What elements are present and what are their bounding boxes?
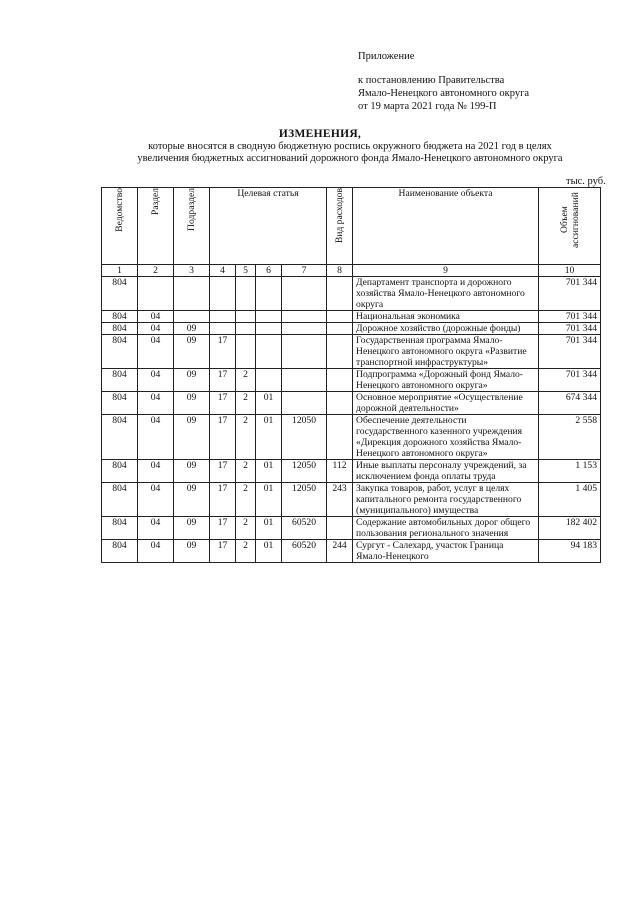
cell-event bbox=[256, 335, 282, 369]
header-volume: Объем ассигнований bbox=[539, 188, 601, 265]
cell-direction bbox=[282, 323, 327, 335]
table-row bbox=[102, 311, 601, 323]
column-number: 8 bbox=[327, 265, 353, 277]
cell-podrazdel: 09 bbox=[174, 460, 210, 483]
cell-program bbox=[210, 323, 236, 335]
cell-object-name: Дорожное хозяйство (дорожные фонды) bbox=[353, 323, 539, 335]
cell-event: 01 bbox=[256, 483, 282, 517]
units-label: тыс. руб. bbox=[566, 176, 606, 187]
cell-volume: 701 344 bbox=[539, 335, 601, 369]
cell-direction bbox=[282, 311, 327, 323]
cell-vedomstvo: 804 bbox=[102, 415, 138, 460]
appendix-title: Приложение bbox=[358, 51, 415, 62]
cell-vid-raskhodov bbox=[327, 392, 353, 415]
cell-vedomstvo: 804 bbox=[102, 517, 138, 540]
cell-subprogram: 2 bbox=[236, 540, 256, 563]
cell-volume: 182 402 bbox=[539, 517, 601, 540]
cell-program: 17 bbox=[210, 369, 236, 392]
cell-podrazdel: 09 bbox=[174, 335, 210, 369]
cell-event bbox=[256, 323, 282, 335]
cell-vid-raskhodov bbox=[327, 335, 353, 369]
cell-podrazdel: 09 bbox=[174, 540, 210, 563]
cell-vid-raskhodov: 112 bbox=[327, 460, 353, 483]
column-number: 6 bbox=[256, 265, 282, 277]
cell-volume: 2 558 bbox=[539, 415, 601, 460]
cell-volume: 94 183 bbox=[539, 540, 601, 563]
cell-vedomstvo: 804 bbox=[102, 311, 138, 323]
cell-volume: 701 344 bbox=[539, 311, 601, 323]
cell-subprogram: 2 bbox=[236, 517, 256, 540]
cell-program bbox=[210, 277, 236, 311]
table-row bbox=[102, 483, 601, 517]
cell-program: 17 bbox=[210, 540, 236, 563]
table-body bbox=[102, 265, 601, 563]
cell-event: 01 bbox=[256, 460, 282, 483]
cell-program: 17 bbox=[210, 415, 236, 460]
table-row bbox=[102, 517, 601, 540]
cell-podrazdel: 09 bbox=[174, 369, 210, 392]
cell-vid-raskhodov: 243 bbox=[327, 483, 353, 517]
cell-volume: 674 344 bbox=[539, 392, 601, 415]
cell-volume: 701 344 bbox=[539, 369, 601, 392]
cell-razdel: 04 bbox=[138, 311, 174, 323]
cell-direction bbox=[282, 369, 327, 392]
cell-razdel: 04 bbox=[138, 335, 174, 369]
cell-vid-raskhodov bbox=[327, 415, 353, 460]
column-number: 7 bbox=[282, 265, 327, 277]
document-title: ИЗМЕНЕНИЯ, bbox=[278, 128, 362, 140]
cell-razdel: 04 bbox=[138, 517, 174, 540]
cell-object-name: Обеспечение деятельности государственного казенного учреждения «Дирекция дорожного хозяйства Ямало-Ненецкого автономного округа» bbox=[353, 415, 539, 460]
cell-vedomstvo: 804 bbox=[102, 323, 138, 335]
column-number: 3 bbox=[174, 265, 210, 277]
cell-direction: 60520 bbox=[282, 540, 327, 563]
cell-direction: 12050 bbox=[282, 415, 327, 460]
cell-object-name: Основное мероприятие «Осуществление дорожной деятельности» bbox=[353, 392, 539, 415]
cell-direction bbox=[282, 392, 327, 415]
budget-table bbox=[101, 187, 601, 563]
cell-vedomstvo: 804 bbox=[102, 335, 138, 369]
cell-object-name: Департамент транспорта и дорожного хозяйства Ямало-Ненецкого автономного округа bbox=[353, 277, 539, 311]
cell-direction: 60520 bbox=[282, 517, 327, 540]
cell-subprogram bbox=[236, 311, 256, 323]
cell-vid-raskhodov: 244 bbox=[327, 540, 353, 563]
header-razdel: Раздел bbox=[138, 188, 174, 265]
cell-event bbox=[256, 369, 282, 392]
cell-object-name: Государственная программа Ямало-Ненецкого автономного округа «Развитие транспортной инфраструктуры» bbox=[353, 335, 539, 369]
cell-subprogram bbox=[236, 335, 256, 369]
appendix-line: от 19 марта 2021 года № 199-П bbox=[358, 101, 497, 112]
cell-event bbox=[256, 277, 282, 311]
cell-podrazdel: 09 bbox=[174, 517, 210, 540]
table-row bbox=[102, 460, 601, 483]
cell-program: 17 bbox=[210, 460, 236, 483]
cell-subprogram: 2 bbox=[236, 415, 256, 460]
document-subtitle bbox=[60, 141, 640, 165]
cell-vedomstvo: 804 bbox=[102, 277, 138, 311]
cell-direction: 12050 bbox=[282, 483, 327, 517]
column-number: 1 bbox=[102, 265, 138, 277]
cell-volume: 1 405 bbox=[539, 483, 601, 517]
cell-razdel: 04 bbox=[138, 540, 174, 563]
cell-object-name: Содержание автомобильных дорог общего пользования регионального значения bbox=[353, 517, 539, 540]
cell-vid-raskhodov bbox=[327, 517, 353, 540]
header-vid-raskhodov: Вид расходов bbox=[327, 188, 353, 265]
cell-volume: 701 344 bbox=[539, 277, 601, 311]
table-row bbox=[102, 277, 601, 311]
cell-program: 17 bbox=[210, 517, 236, 540]
cell-podrazdel: 09 bbox=[174, 483, 210, 517]
cell-volume: 701 344 bbox=[539, 323, 601, 335]
column-number: 5 bbox=[236, 265, 256, 277]
cell-object-name: Закупка товаров, работ, услуг в целях капитального ремонта государственного (муниципального) имущества bbox=[353, 483, 539, 517]
table-row bbox=[102, 369, 601, 392]
column-number: 9 bbox=[353, 265, 539, 277]
cell-vedomstvo: 804 bbox=[102, 460, 138, 483]
cell-vid-raskhodov bbox=[327, 311, 353, 323]
cell-object-name: Национальная экономика bbox=[353, 311, 539, 323]
cell-podrazdel bbox=[174, 277, 210, 311]
cell-razdel bbox=[138, 277, 174, 311]
table-row bbox=[102, 323, 601, 335]
cell-subprogram bbox=[236, 323, 256, 335]
cell-program bbox=[210, 311, 236, 323]
appendix-block bbox=[358, 50, 529, 113]
cell-program: 17 bbox=[210, 483, 236, 517]
cell-program: 17 bbox=[210, 335, 236, 369]
cell-direction: 12050 bbox=[282, 460, 327, 483]
cell-vedomstvo: 804 bbox=[102, 483, 138, 517]
cell-razdel: 04 bbox=[138, 323, 174, 335]
cell-event: 01 bbox=[256, 392, 282, 415]
cell-vid-raskhodov bbox=[327, 277, 353, 311]
cell-vid-raskhodov bbox=[327, 323, 353, 335]
cell-subprogram bbox=[236, 277, 256, 311]
table-row bbox=[102, 392, 601, 415]
cell-event: 01 bbox=[256, 415, 282, 460]
cell-subprogram: 2 bbox=[236, 460, 256, 483]
cell-event: 01 bbox=[256, 540, 282, 563]
header-podrazdel: Подраздел bbox=[174, 188, 210, 265]
header-row bbox=[102, 188, 601, 265]
subtitle-line: которые вносятся в сводную бюджетную роспись окружного бюджета на 2021 год в целях bbox=[148, 141, 552, 152]
cell-podrazdel bbox=[174, 311, 210, 323]
cell-event: 01 bbox=[256, 517, 282, 540]
cell-vedomstvo: 804 bbox=[102, 540, 138, 563]
cell-vedomstvo: 804 bbox=[102, 392, 138, 415]
cell-razdel: 04 bbox=[138, 415, 174, 460]
cell-direction bbox=[282, 277, 327, 311]
cell-program: 17 bbox=[210, 392, 236, 415]
cell-direction bbox=[282, 335, 327, 369]
cell-event bbox=[256, 311, 282, 323]
cell-podrazdel: 09 bbox=[174, 392, 210, 415]
column-number: 4 bbox=[210, 265, 236, 277]
cell-razdel: 04 bbox=[138, 483, 174, 517]
cell-object-name: Иные выплаты персоналу учреждений, за исключением фонда оплаты труда bbox=[353, 460, 539, 483]
cell-object-name: Сургут - Салехард, участок Граница Ямало-Ненецкого bbox=[353, 540, 539, 563]
header-vedomstvo: Ведомство bbox=[102, 188, 138, 265]
cell-razdel: 04 bbox=[138, 460, 174, 483]
cell-razdel: 04 bbox=[138, 392, 174, 415]
column-number: 2 bbox=[138, 265, 174, 277]
cell-subprogram: 2 bbox=[236, 392, 256, 415]
header-object-name: Наименование объекта bbox=[353, 188, 539, 265]
appendix-line: Ямало-Ненецкого автономного округа bbox=[358, 88, 530, 99]
cell-subprogram: 2 bbox=[236, 369, 256, 392]
header-target-article: Целевая статья bbox=[210, 188, 327, 265]
table-row bbox=[102, 540, 601, 563]
column-number: 10 bbox=[539, 265, 601, 277]
cell-vid-raskhodov bbox=[327, 369, 353, 392]
appendix-line: к постановлению Правительства bbox=[358, 75, 505, 86]
cell-podrazdel: 09 bbox=[174, 323, 210, 335]
cell-subprogram: 2 bbox=[236, 483, 256, 517]
table-row bbox=[102, 335, 601, 369]
cell-volume: 1 153 bbox=[539, 460, 601, 483]
cell-podrazdel: 09 bbox=[174, 415, 210, 460]
cell-object-name: Подпрограмма «Дорожный фонд Ямало-Ненецкого автономного округа» bbox=[353, 369, 539, 392]
column-number-row bbox=[102, 265, 601, 277]
subtitle-line: увеличения бюджетных ассигнований дорожного фонда Ямало-Ненецкого автономного округа bbox=[137, 153, 563, 164]
cell-razdel: 04 bbox=[138, 369, 174, 392]
cell-vedomstvo: 804 bbox=[102, 369, 138, 392]
table-row bbox=[102, 415, 601, 460]
